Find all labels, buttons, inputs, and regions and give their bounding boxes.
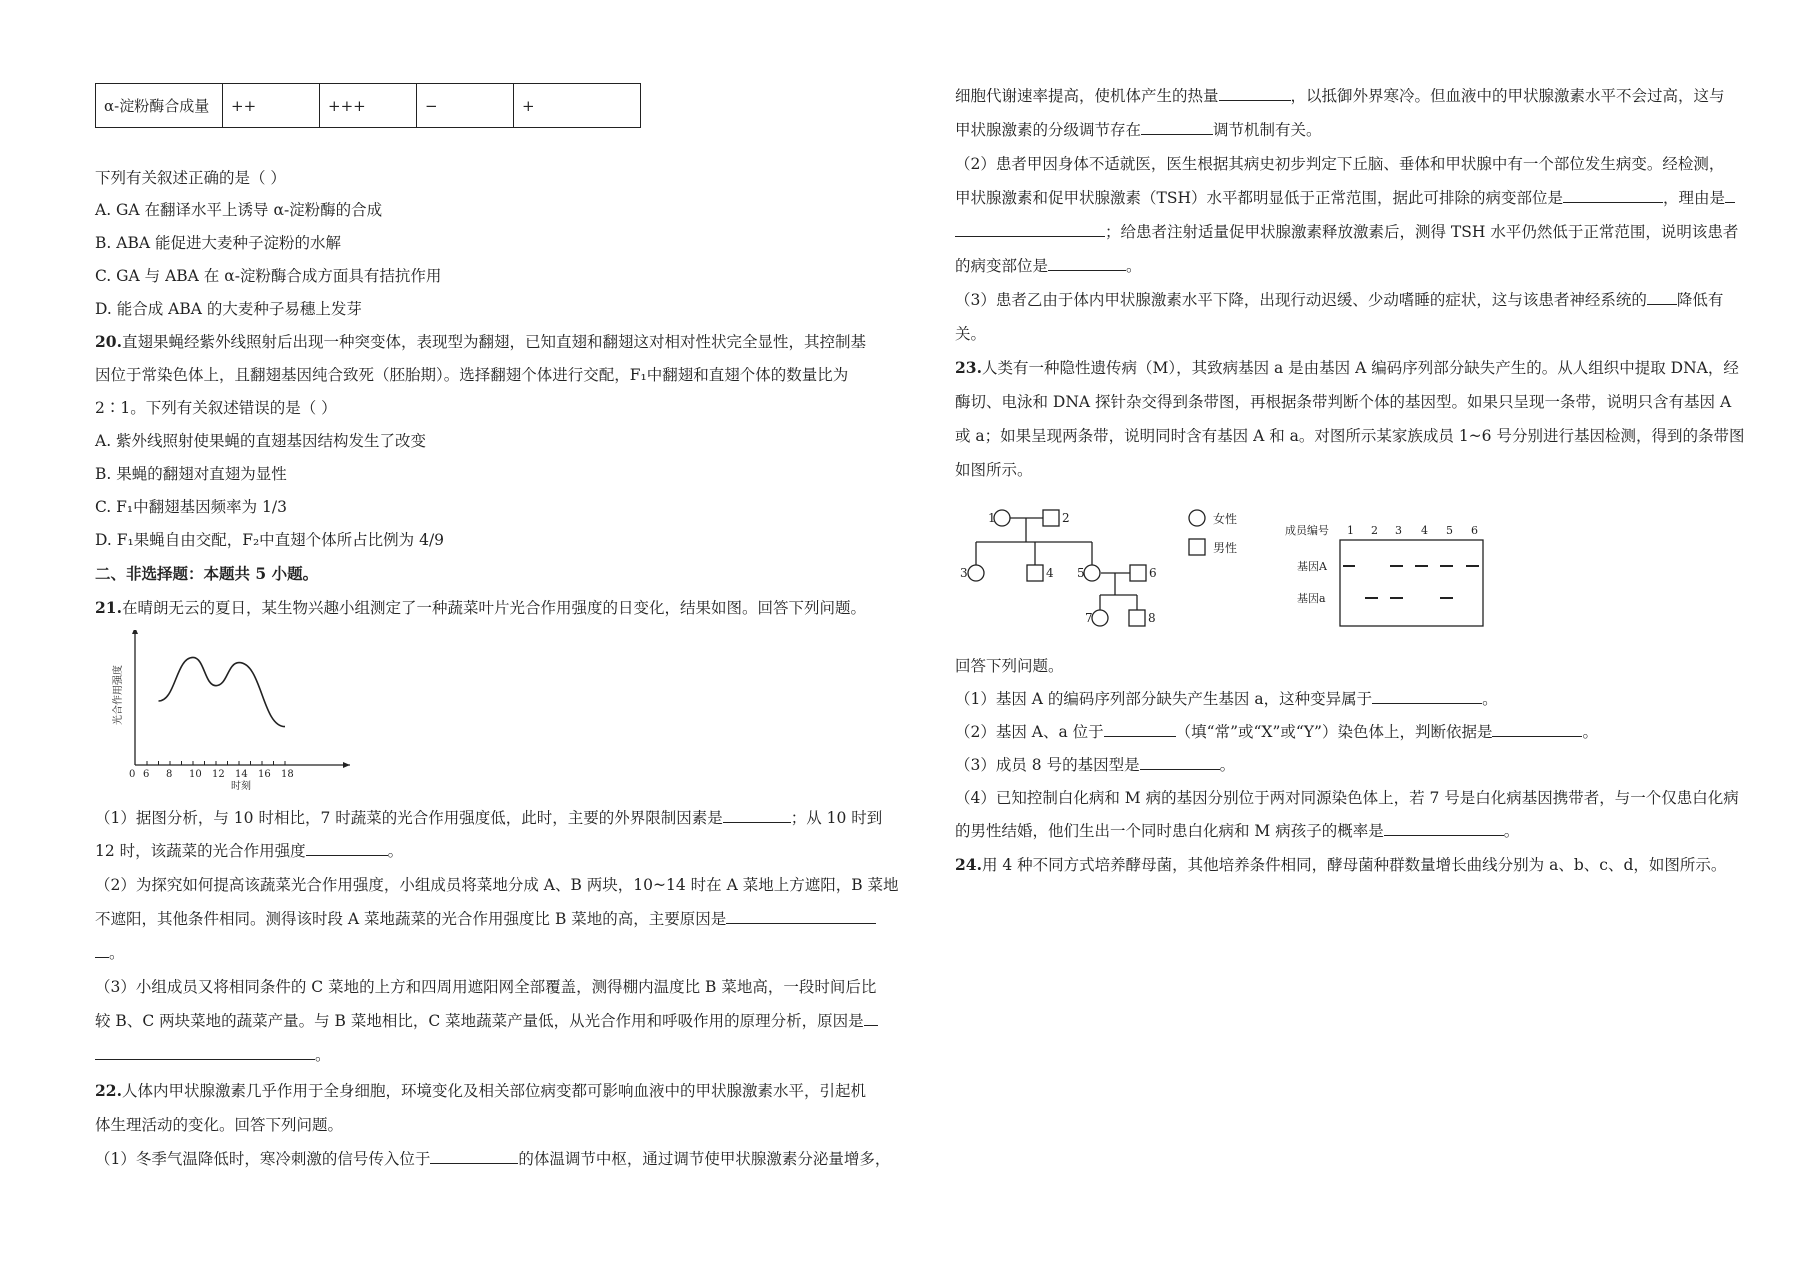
q23-text: （1）基因 A 的编码序列部分缺失产生基因 a，这种变异属于	[955, 690, 1373, 708]
period: 。	[1482, 690, 1498, 708]
lane-number: 2	[1371, 524, 1378, 537]
female-symbol	[1084, 565, 1100, 581]
answer-blank[interactable]	[1141, 120, 1213, 135]
photosynthesis-chart	[105, 630, 365, 790]
q21-part2-line2	[95, 909, 876, 929]
q23-line-4: 如图所示。	[955, 461, 1033, 479]
q20-option-b: B. 果蝇的翻翅对直翅为显性	[95, 465, 287, 483]
q22-text: 的病变部位是	[955, 257, 1049, 275]
period: 。	[387, 842, 404, 860]
q23-text: 人类有一种隐性遗传病（M），其致病基因 a 是由基因 A 编码序列部分缺失产生的。从人组织中提取 DNA，经	[981, 359, 1739, 377]
female-symbol	[994, 510, 1010, 526]
q22-text: （1）冬季气温降低时，寒冷刺激的信号传入位于	[95, 1150, 431, 1168]
q22-text: 甲状腺激素的分级调节存在	[955, 121, 1142, 139]
q22-cont-line-6	[955, 256, 1142, 276]
x-tick-label: 12	[212, 769, 225, 780]
q23-line-2: 酶切、电泳和 DNA 探针杂交得到条带图，再根据条带判断个体的基因型。如果只呈现一条带，说明只含有基因 A	[955, 393, 1732, 411]
q22-text: 调节机制有关。	[1213, 121, 1322, 139]
q23-part2	[955, 722, 1598, 742]
q22-line-2: 体生理活动的变化。回答下列问题。	[95, 1116, 344, 1134]
answer-blank[interactable]	[1219, 86, 1291, 101]
q22-text: ；给患者注射适量促甲状腺激素释放激素后，测得 TSH 水平仍然低于正常范围，说明该患者	[1105, 223, 1739, 241]
table-cell: +	[514, 84, 641, 128]
q23-text: （2）基因 A、a 位于	[955, 723, 1104, 741]
q22-cont-line-8: 关。	[955, 325, 987, 343]
female-symbol	[1092, 610, 1108, 626]
answer-blank[interactable]	[1492, 722, 1582, 737]
x-tick-label: 6	[143, 769, 150, 780]
table-cell: +++	[320, 84, 417, 128]
q23-line-1	[955, 358, 1739, 378]
table-row-label: α-淀粉酶合成量	[96, 84, 223, 128]
female-symbol	[968, 565, 984, 581]
answer-blank[interactable]	[1048, 256, 1126, 271]
x-tick-label: 16	[258, 769, 271, 780]
x-tick-label: 8	[166, 769, 173, 780]
q20-number: 20.	[95, 332, 122, 351]
answer-blank[interactable]	[1725, 188, 1735, 203]
answer-blank[interactable]	[95, 943, 109, 958]
q22-cont-line-7	[955, 290, 1723, 310]
male-symbol	[1130, 565, 1146, 581]
gel-frame	[1340, 540, 1483, 626]
q24-line	[955, 855, 1726, 875]
chart-plot-area	[111, 630, 350, 790]
q23-text: （3）成员 8 号的基因型是	[955, 756, 1140, 774]
q21-stem	[95, 598, 866, 618]
member-label: 7	[1085, 611, 1093, 625]
q21-part3-text: 较 B、C 两块菜地的蔬菜产量。与 B 菜地相比，C 菜地蔬菜产量低，从光合作用和呼吸作用的原理分析，原因是	[95, 1012, 864, 1030]
q22-cont-line-4	[955, 188, 1735, 208]
answer-blank[interactable]	[1384, 821, 1504, 836]
male-symbol	[1043, 510, 1059, 526]
answer-blank[interactable]	[430, 1149, 518, 1164]
q22-cont-line-2	[955, 120, 1322, 140]
q21-part1-text: （1）据图分析，与 10 时相比，7 时蔬菜的光合作用强度低，此时，主要的外界限制因素是	[95, 809, 723, 827]
q19-option-a: A. GA 在翻译水平上诱导 α-淀粉酶的合成	[95, 201, 383, 219]
female-legend-icon	[1189, 510, 1205, 526]
member-label: 5	[1077, 566, 1085, 580]
period: 。	[1582, 723, 1598, 741]
q23-part4-line1: （4）已知控制白化病和 M 病的基因分别位于两对同源染色体上，若 7 号是白化病基因携带者，与一个仅患白化病	[955, 789, 1739, 807]
table-cell: ++	[223, 84, 320, 128]
x-tick-label: 18	[281, 769, 294, 780]
answer-blank[interactable]	[306, 841, 388, 856]
q20-line-3: 2∶1。下列有关叙述错误的是（ ）	[95, 399, 337, 417]
period: 。	[315, 1046, 331, 1064]
q21-part2-line3	[95, 943, 125, 963]
q23-part1	[955, 689, 1498, 709]
legend-male-label: 男性	[1213, 541, 1238, 555]
member-label: 1	[988, 511, 996, 525]
male-symbol	[1129, 610, 1145, 626]
q21-part3-line3	[95, 1045, 331, 1065]
q20-line-1	[95, 332, 866, 352]
q22-text: 的体温调节中枢，通过调节使甲状腺激素分泌量增多，	[518, 1150, 891, 1168]
q20-line-2: 因位于常染色体上，且翻翅基因纯合致死（胚胎期）。选择翻翅个体进行交配，F₁中翻翅和直翅个体的数量比为	[95, 366, 849, 384]
q23-part4-line2	[955, 821, 1519, 841]
q21-part2-line1: （2）为探究如何提高该蔬菜光合作用强度，小组成员将菜地分成 A、B 两块，10~14 时在 A 菜地上方遮阳，B 菜地	[95, 876, 899, 894]
answer-blank[interactable]	[95, 1045, 315, 1060]
pedigree-legend	[1185, 505, 1260, 565]
q19-option-c: C. GA 与 ABA 在 α-淀粉酶合成方面具有拮抗作用	[95, 267, 442, 285]
y-axis-arrow	[132, 630, 138, 634]
period: 。	[1503, 822, 1520, 840]
q23-text: （填“常”或“X”或“Y”）染色体上，判断依据是	[1175, 723, 1493, 741]
member-label: 2	[1062, 511, 1070, 525]
q22-text: 细胞代谢速率提高，使机体产生的热量	[955, 87, 1219, 105]
x-axis-arrow	[343, 762, 350, 768]
legend-female-label: 女性	[1213, 512, 1238, 526]
q23-line-3: 或 a；如果呈现两条带，说明同时含有基因 A 和 a。对图所示某家族成员 1~6 号分别进行基因检测，得到的条带图	[955, 427, 1745, 445]
q22-cont-line-5	[955, 222, 1738, 242]
member-label: 6	[1149, 566, 1157, 580]
answer-blank[interactable]	[1104, 722, 1176, 737]
lane-number: 5	[1446, 524, 1453, 537]
q21-part1-text: ；从 10 时到	[790, 809, 883, 827]
q22-text: 甲状腺激素和促甲状腺激素（TSH）水平都明显低于正常范围，据此可排除的病变部位是	[955, 189, 1563, 207]
q22-line-3	[95, 1149, 890, 1169]
q19-option-b: B. ABA 能促进大麦种子淀粉的水解	[95, 234, 341, 252]
male-symbol	[1027, 565, 1043, 581]
q19-stem: 下列有关叙述正确的是（ ）	[95, 169, 286, 187]
q22-cont-line-1	[955, 86, 1725, 106]
period: 。	[1219, 756, 1236, 774]
answer-blank[interactable]	[955, 222, 1105, 237]
q20-option-d: D. F₁果蝇自由交配，F₂中直翅个体所占比例为 4/9	[95, 531, 445, 549]
q20-text: 直翅果蝇经紫外线照射后出现一种突变体，表现型为翻翅，已知直翅和翻翅这对相对性状完全显性，其控制基	[121, 333, 866, 351]
answer-blank[interactable]	[1372, 689, 1482, 704]
male-legend-icon	[1189, 539, 1205, 555]
answer-blank[interactable]	[723, 808, 791, 823]
q21-part3-line2	[95, 1011, 878, 1031]
section-heading: 二、非选择题：本题共 5 小题。	[95, 564, 319, 583]
q21-part2-text: 不遮阳，其他条件相同。测得该时段 A 菜地蔬菜的光合作用强度比 B 菜地的高，主要原因是	[95, 910, 727, 928]
gel-header: 成员编号	[1285, 524, 1329, 537]
member-label: 3	[960, 566, 968, 580]
table-row	[96, 84, 641, 128]
q21-part1-line2	[95, 841, 403, 861]
band-row-label: 基因A	[1297, 560, 1327, 573]
lane-number: 3	[1395, 524, 1402, 537]
x-tick-label: 14	[235, 769, 248, 780]
q24-number: 24.	[955, 855, 982, 874]
q22-number: 22.	[95, 1081, 122, 1100]
y-axis-label: 光合作用强度	[113, 665, 124, 725]
period: 。	[1126, 257, 1142, 275]
q22-text: （3）患者乙由于体内甲状腺激素水平下降，出现行动迟缓、少动嗜睡的症状，这与该患者神经系统的	[955, 291, 1647, 309]
answer-blank[interactable]	[1563, 188, 1663, 203]
q23-prompt: 回答下列问题。	[955, 657, 1064, 675]
lane-number: 4	[1421, 524, 1428, 537]
gel-band-diagram	[1285, 520, 1485, 630]
x-tick-label: 10	[189, 769, 202, 780]
amylase-table	[95, 83, 641, 128]
q22-text: 降低有	[1676, 291, 1724, 309]
answer-blank[interactable]	[726, 909, 876, 924]
lane-number: 1	[1347, 524, 1354, 537]
member-label: 4	[1046, 566, 1054, 580]
q20-option-c: C. F₁中翻翅基因频率为 1/3	[95, 498, 288, 516]
q23-number: 23.	[955, 358, 982, 377]
q22-text: 人体内甲状腺激素几乎作用于全身细胞，环境变化及相关部位病变都可影响血液中的甲状腺激素水平，引起机	[121, 1082, 866, 1100]
q21-part1-line1	[95, 808, 882, 828]
photosynthesis-line	[159, 657, 286, 726]
q19-option-d: D. 能合成 ABA 的大麦种子易穗上发芽	[95, 300, 362, 318]
period: 。	[109, 944, 125, 962]
pedigree-diagram	[955, 500, 1205, 640]
q23-part3	[955, 755, 1235, 775]
member-label: 8	[1148, 611, 1156, 625]
q20-option-a: A. 紫外线照射使果蝇的直翅基因结构发生了改变	[95, 432, 427, 450]
answer-blank[interactable]	[1647, 290, 1677, 305]
table-cell: −	[417, 84, 514, 128]
answer-blank[interactable]	[864, 1011, 878, 1026]
q21-part3-line1: （3）小组成员又将相同条件的 C 菜地的上方和四周用遮阳网全部覆盖，测得棚内温度比 B 菜地高，一段时间后比	[95, 978, 877, 996]
q22-line-1	[95, 1081, 866, 1101]
q21-part1-text: 12 时，该蔬菜的光合作用强度	[95, 842, 306, 860]
q21-text: 在晴朗无云的夏日，某生物兴趣小组测定了一种蔬菜叶片光合作用强度的日变化，结果如图。回答下列问题。	[121, 599, 866, 617]
q21-number: 21.	[95, 598, 122, 617]
lane-number: 6	[1471, 524, 1478, 537]
band-row-label: 基因a	[1297, 592, 1326, 605]
q22-text: ，理由是	[1662, 189, 1725, 207]
x-tick-label: 0	[129, 769, 136, 780]
q23-text: 的男性结婚，他们生出一个同时患白化病和 M 病孩子的概率是	[955, 822, 1384, 840]
q24-text: 用 4 种不同方式培养酵母菌，其他培养条件相同，酵母菌种群数量增长曲线分别为 a、b、c、d，如图所示。	[981, 856, 1727, 874]
answer-blank[interactable]	[1140, 755, 1220, 770]
x-axis-label: 时刻	[231, 781, 251, 790]
q22-cont-line-3: （2）患者甲因身体不适就医，医生根据其病史初步判定下丘脑、垂体和甲状腺中有一个部位发生病变。经检测，	[955, 155, 1725, 173]
q22-text: ，以抵御外界寒冷。但血液中的甲状腺激素水平不会过高，这与	[1290, 87, 1725, 105]
